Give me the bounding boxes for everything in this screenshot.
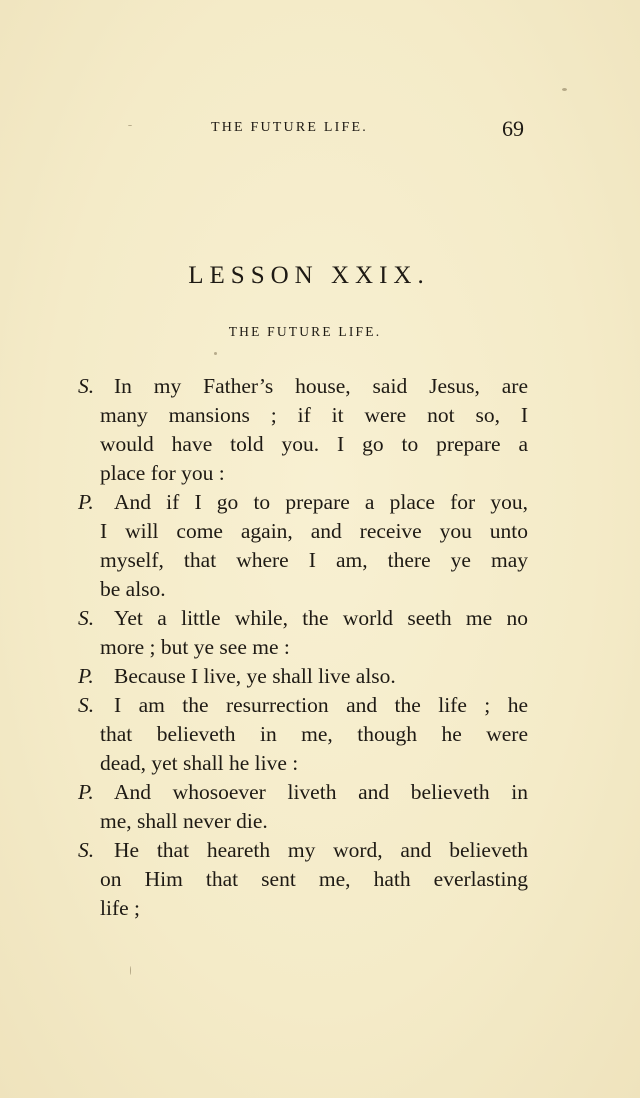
dialogue-paragraph [78,662,528,691]
speaker-label: S. [78,374,95,398]
text-line: more ; but ye see me : [100,635,290,659]
paragraph-lines [100,372,528,488]
paper-speck [562,88,567,91]
speaker-label: S. [78,838,95,862]
paragraph-lines [100,691,528,778]
paragraph-lines [100,604,528,662]
paper-speck [214,352,217,355]
running-title: THE FUTURE LIFE. [211,120,368,135]
text-line: I will come again, and receive you unto [100,519,528,543]
dialogue-paragraph [78,836,528,923]
dialogue-paragraph [78,488,528,604]
running-head [0,118,640,142]
speaker-label: P. [78,490,94,514]
text-line: He that heareth my word, and believeth [114,838,528,862]
speaker-label: S. [78,693,95,717]
paragraph-lines [100,488,528,604]
page-number: 69 [502,116,524,141]
paper-speck [130,966,131,975]
text-line: many mansions ; if it were not so, I [100,403,528,427]
dialogue-paragraph [78,372,528,488]
text-line: would have told you. I go to prepare a [100,432,528,456]
text-line: Yet a little while, the world seeth me no [114,606,528,630]
paragraph-lines [100,778,528,836]
text-line: And whosoever liveth and believeth in [114,780,528,804]
text-line: on Him that sent me, hath everlasting [100,867,528,891]
lesson-heading: LESSON XXIX. [188,262,430,289]
text-line: that believeth in me, though he were [100,722,528,746]
text-line: I am the resurrection and the life ; he [114,693,528,717]
text-line: myself, that where I am, there ye may [100,548,528,572]
lesson-subheading: THE FUTURE LIFE. [228,324,382,339]
text-line: dead, yet shall he live : [100,751,299,775]
speaker-label: P. [78,664,94,688]
text-line: And if I go to prepare a place for you, [114,490,528,514]
responsive-reading-text [78,372,528,923]
text-line: In my Father’s house, said Jesus, are [114,374,528,398]
speaker-label: S. [78,606,95,630]
paper-speck [128,125,132,126]
text-line: me, shall never die. [100,809,268,833]
text-line: be also. [100,577,166,601]
dialogue-paragraph [78,691,528,778]
dialogue-paragraph [78,778,528,836]
text-line: life ; [100,896,140,920]
text-line: place for you : [100,461,225,485]
text-line: Because I live, ye shall live also. [114,664,396,688]
dialogue-paragraph [78,604,528,662]
paragraph-lines [100,662,528,691]
speaker-label: P. [78,780,94,804]
paragraph-lines [100,836,528,923]
